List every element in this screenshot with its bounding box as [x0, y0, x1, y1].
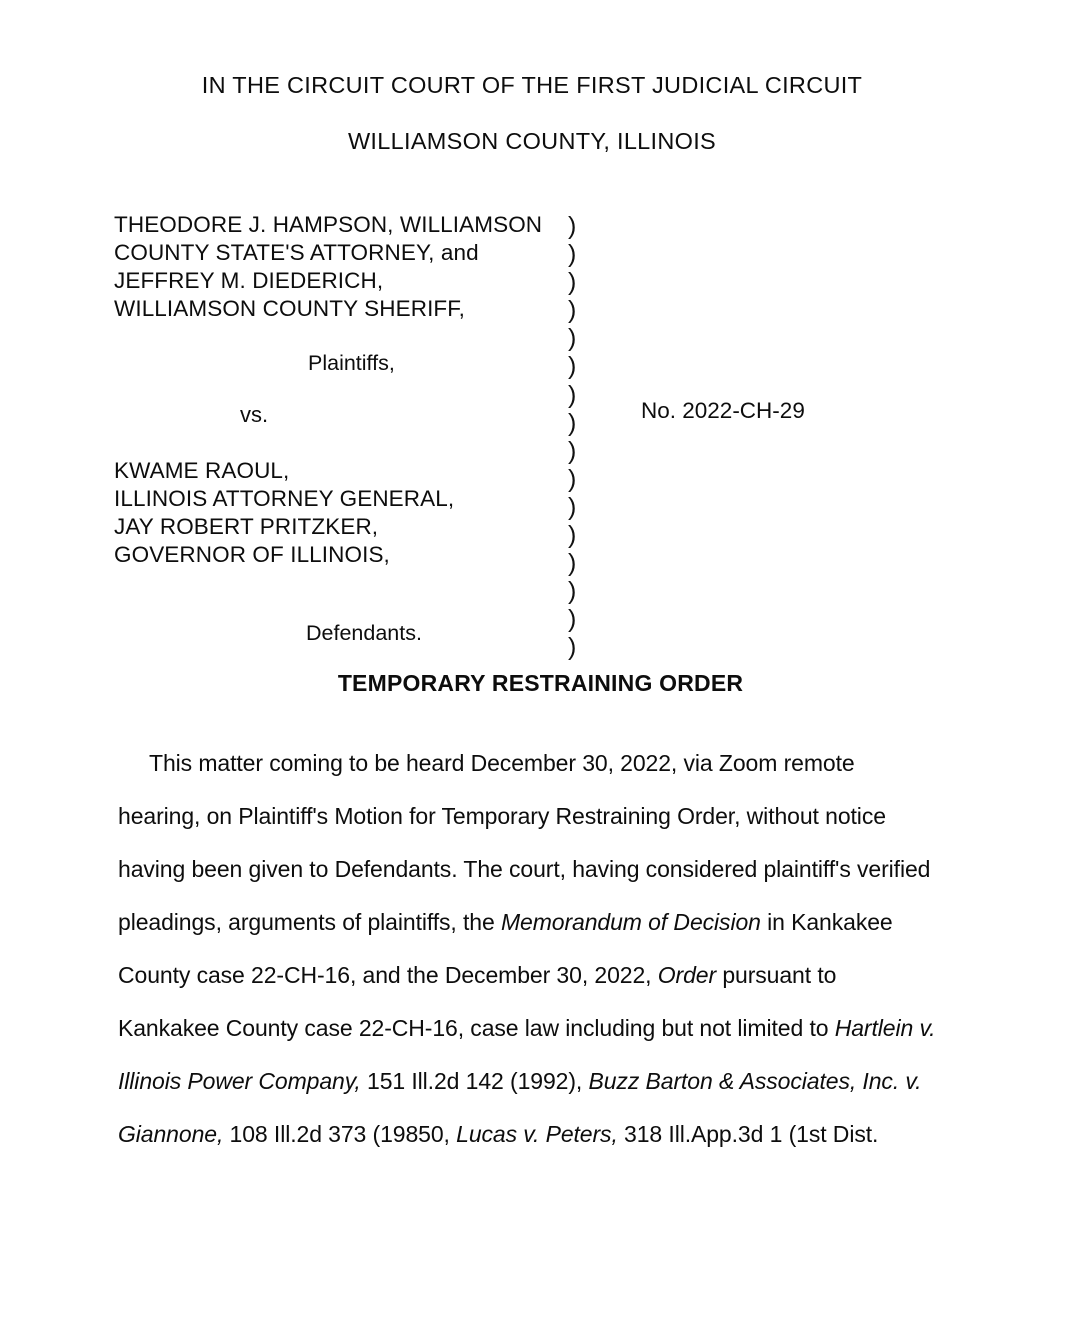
body-line: [118, 854, 978, 907]
caption-paren: ): [568, 408, 577, 437]
body-line: [118, 960, 978, 1013]
caption-paren: ): [568, 521, 577, 550]
citation-italic: Lucas v. Peters,: [456, 1121, 618, 1147]
citation-italic: Memorandum of Decision: [500, 909, 761, 935]
caption-paren: ): [568, 212, 577, 240]
citation-italic: Order: [657, 962, 717, 988]
body-text-run: in Kankakee: [760, 909, 893, 935]
plaintiff-line: THEODORE J. HAMPSON, WILLIAMSON: [114, 212, 543, 237]
plaintiff-line: COUNTY STATE'S ATTORNEY, and: [114, 240, 479, 266]
court-heading-line-1: IN THE CIRCUIT COURT OF THE FIRST JUDICIAL CIRCUIT: [201, 72, 863, 98]
defendant-line: GOVERNOR OF ILLINOIS,: [114, 542, 390, 568]
body-line: [118, 748, 978, 801]
body-text-run: 151 Ill.2d 142 (1992),: [360, 1068, 589, 1094]
caption-paren: ): [568, 492, 577, 521]
caption-paren-column: [568, 212, 594, 662]
caption-paren: ): [568, 436, 577, 465]
body-text-run: 108 Ill.2d 373 (19850,: [223, 1121, 457, 1147]
caption-paren: ): [568, 268, 577, 297]
caption-paren: ): [568, 380, 577, 409]
body-line: [118, 907, 978, 960]
defendant-line: ILLINOIS ATTORNEY GENERAL,: [114, 486, 455, 512]
body-text-run: County case 22-CH-16, and the December 30, 2022,: [118, 962, 658, 988]
body-text-run: hearing, on Plaintiff's Motion for Temporary Restraining Order, without notice: [118, 803, 886, 829]
caption-paren: ): [568, 464, 577, 493]
citation-italic: Giannone,: [118, 1121, 224, 1147]
citation-italic: Buzz Barton & Associates, Inc. v.: [588, 1068, 922, 1094]
plaintiffs-role-label: Plaintiffs,: [308, 351, 395, 375]
citation-italic: Hartlein v.: [834, 1015, 936, 1041]
body-line: [118, 1119, 978, 1172]
body-text-run: Kankakee County case 22-CH-16, case law including but not limited to: [118, 1015, 835, 1041]
body-text-run: having been given to Defendants. The court, having considered plaintiff's verified: [118, 856, 931, 882]
caption-paren: ): [568, 240, 577, 269]
body-line: [118, 1066, 978, 1119]
body-line: [118, 801, 978, 854]
caption-paren: ): [568, 549, 577, 578]
document-title: TEMPORARY RESTRAINING ORDER: [337, 670, 744, 696]
versus-label: vs.: [240, 402, 269, 427]
caption-paren: ): [568, 352, 577, 381]
case-number: No. 2022-CH-29: [641, 398, 805, 423]
caption-paren: ): [568, 296, 577, 325]
plaintiff-line: WILLIAMSON COUNTY SHERIFF,: [114, 296, 465, 322]
caption-paren: ): [568, 577, 577, 606]
caption-paren: ): [568, 605, 577, 634]
citation-italic: Illinois Power Company,: [118, 1068, 361, 1094]
caption-paren: ): [568, 324, 577, 353]
body-line: [118, 1013, 978, 1066]
defendant-line: KWAME RAOUL,: [114, 458, 290, 483]
body-text-run: pleadings, arguments of plaintiffs, the: [118, 909, 501, 935]
court-heading-line-2: WILLIAMSON COUNTY, ILLINOIS: [347, 128, 717, 154]
plaintiff-line: JEFFREY M. DIEDERICH,: [114, 268, 384, 294]
defendants-role-label: Defendants.: [306, 621, 422, 645]
body-text-run: This matter coming to be heard December 30, 2022, via Zoom remote: [149, 750, 855, 776]
body-text-run: 318 Ill.App.3d 1 (1st Dist.: [617, 1121, 879, 1147]
order-body-text: [118, 748, 978, 1172]
defendant-line: JAY ROBERT PRITZKER,: [114, 514, 379, 540]
body-text-run: pursuant to: [716, 962, 837, 988]
caption-paren: ): [568, 633, 577, 662]
